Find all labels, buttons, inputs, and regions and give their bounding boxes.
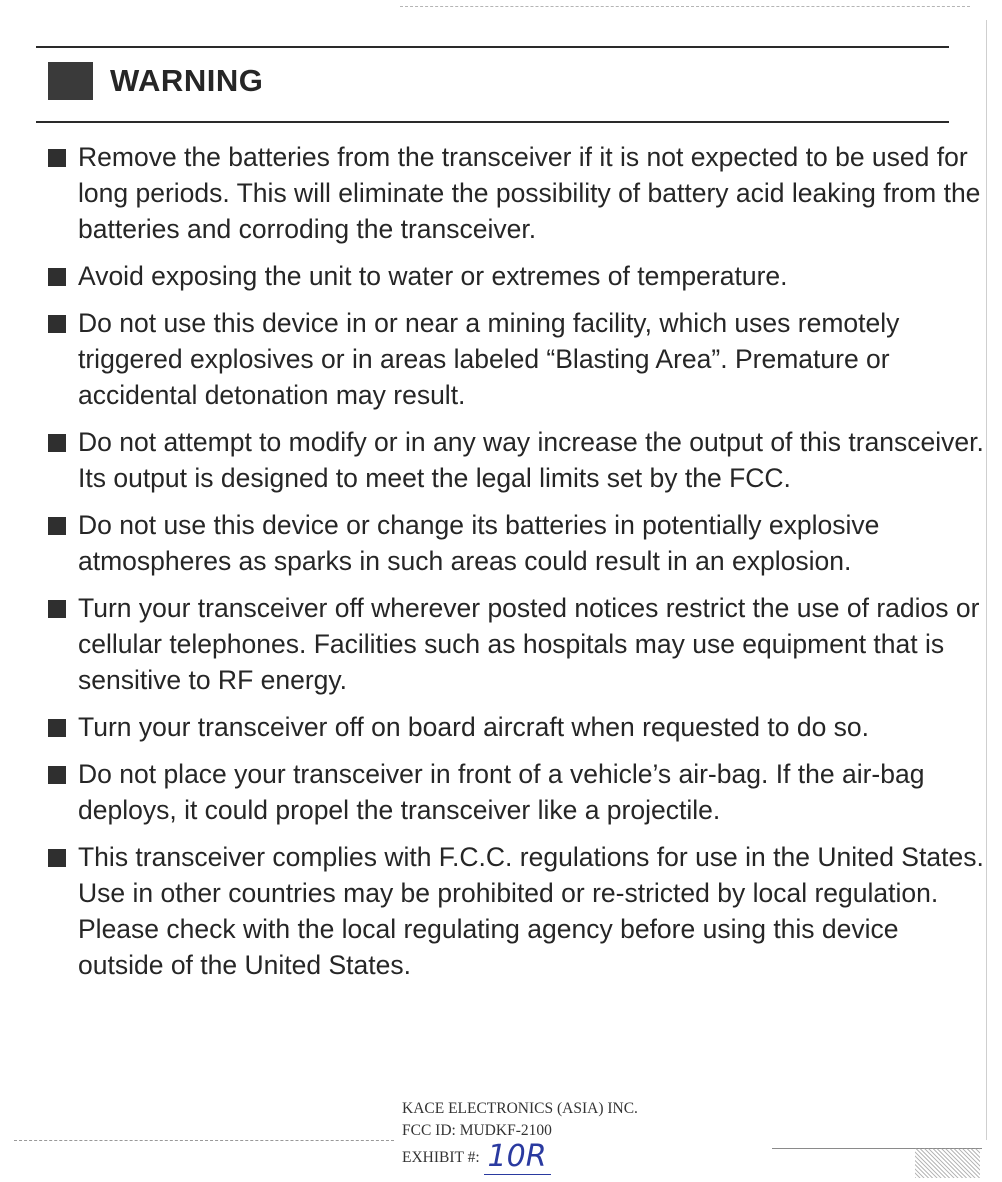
warning-item xyxy=(46,839,986,983)
warning-item xyxy=(46,507,986,579)
exhibit-number-handwritten: 10R xyxy=(484,1139,551,1175)
warning-text: Turn your transceiver off wherever posted notices restrict the use of radios or cellular telephones. Facilities such as hospitals may use equipment that is sensitive to RF energy. xyxy=(78,593,980,695)
exhibit-label: EXHIBIT #: xyxy=(402,1149,480,1166)
warning-text: Turn your transceiver off on board aircraft when requested to do so. xyxy=(78,712,870,742)
warning-item xyxy=(46,305,986,413)
warning-item xyxy=(46,139,986,247)
exhibit-line xyxy=(402,1139,638,1174)
warning-item xyxy=(46,424,986,496)
warning-text: Do not use this device in or near a mining facility, which uses remotely triggered explosives or in areas labeled “Blasting Area”. Premature or accidental detonation may result. xyxy=(78,308,900,410)
scan-artifact-top xyxy=(400,6,970,7)
square-bullet-icon xyxy=(48,517,66,535)
square-bullet-icon xyxy=(48,268,66,286)
warning-square-icon xyxy=(48,62,93,100)
top-rule xyxy=(36,46,949,48)
warning-title: WARNING xyxy=(110,63,264,98)
warning-item xyxy=(46,590,986,698)
company-name: KACE ELECTRONICS (ASIA) INC. xyxy=(402,1100,638,1117)
header-rule xyxy=(36,121,949,123)
square-bullet-icon xyxy=(48,149,66,167)
warning-text: Do not attempt to modify or in any way increase the output of this transceiver. Its output is designed to meet the legal limits set by the FCC. xyxy=(78,427,984,493)
scan-artifact-bottom-left xyxy=(14,1140,394,1141)
warning-text: This transceiver complies with F.C.C. regulations for use in the United States. Use in other countries may be prohibited or re-stricted by local regulation. Please check with the local regulating agency before using this device outside of the United States. xyxy=(78,842,984,980)
warning-item xyxy=(46,709,986,745)
warning-text: Remove the batteries from the transceiver if it is not expected to be used for long periods. This will eliminate the possibility of battery acid leaking from the batteries and corroding the transceiver. xyxy=(78,142,981,244)
warning-header xyxy=(48,62,263,100)
warning-item xyxy=(46,756,986,828)
scan-noise xyxy=(915,1148,980,1178)
square-bullet-icon xyxy=(48,315,66,333)
warning-text: Avoid exposing the unit to water or extremes of temperature. xyxy=(78,261,788,291)
warning-text: Do not place your transceiver in front of a vehicle’s air-bag. If the air-bag deploys, it could propel the transceiver like a projectile. xyxy=(78,759,925,825)
square-bullet-icon xyxy=(48,719,66,737)
warning-item xyxy=(46,258,986,294)
square-bullet-icon xyxy=(48,849,66,867)
square-bullet-icon xyxy=(48,600,66,618)
scan-artifact-edge xyxy=(986,20,987,1140)
warning-text: Do not use this device or change its batteries in potentially explosive atmospheres as sparks in such areas could result in an explosion. xyxy=(78,510,880,576)
warning-list xyxy=(46,139,986,994)
exhibit-stamp xyxy=(402,1098,638,1174)
fcc-id: FCC ID: MUDKF-2100 xyxy=(402,1122,552,1139)
square-bullet-icon xyxy=(48,434,66,452)
square-bullet-icon xyxy=(48,766,66,784)
